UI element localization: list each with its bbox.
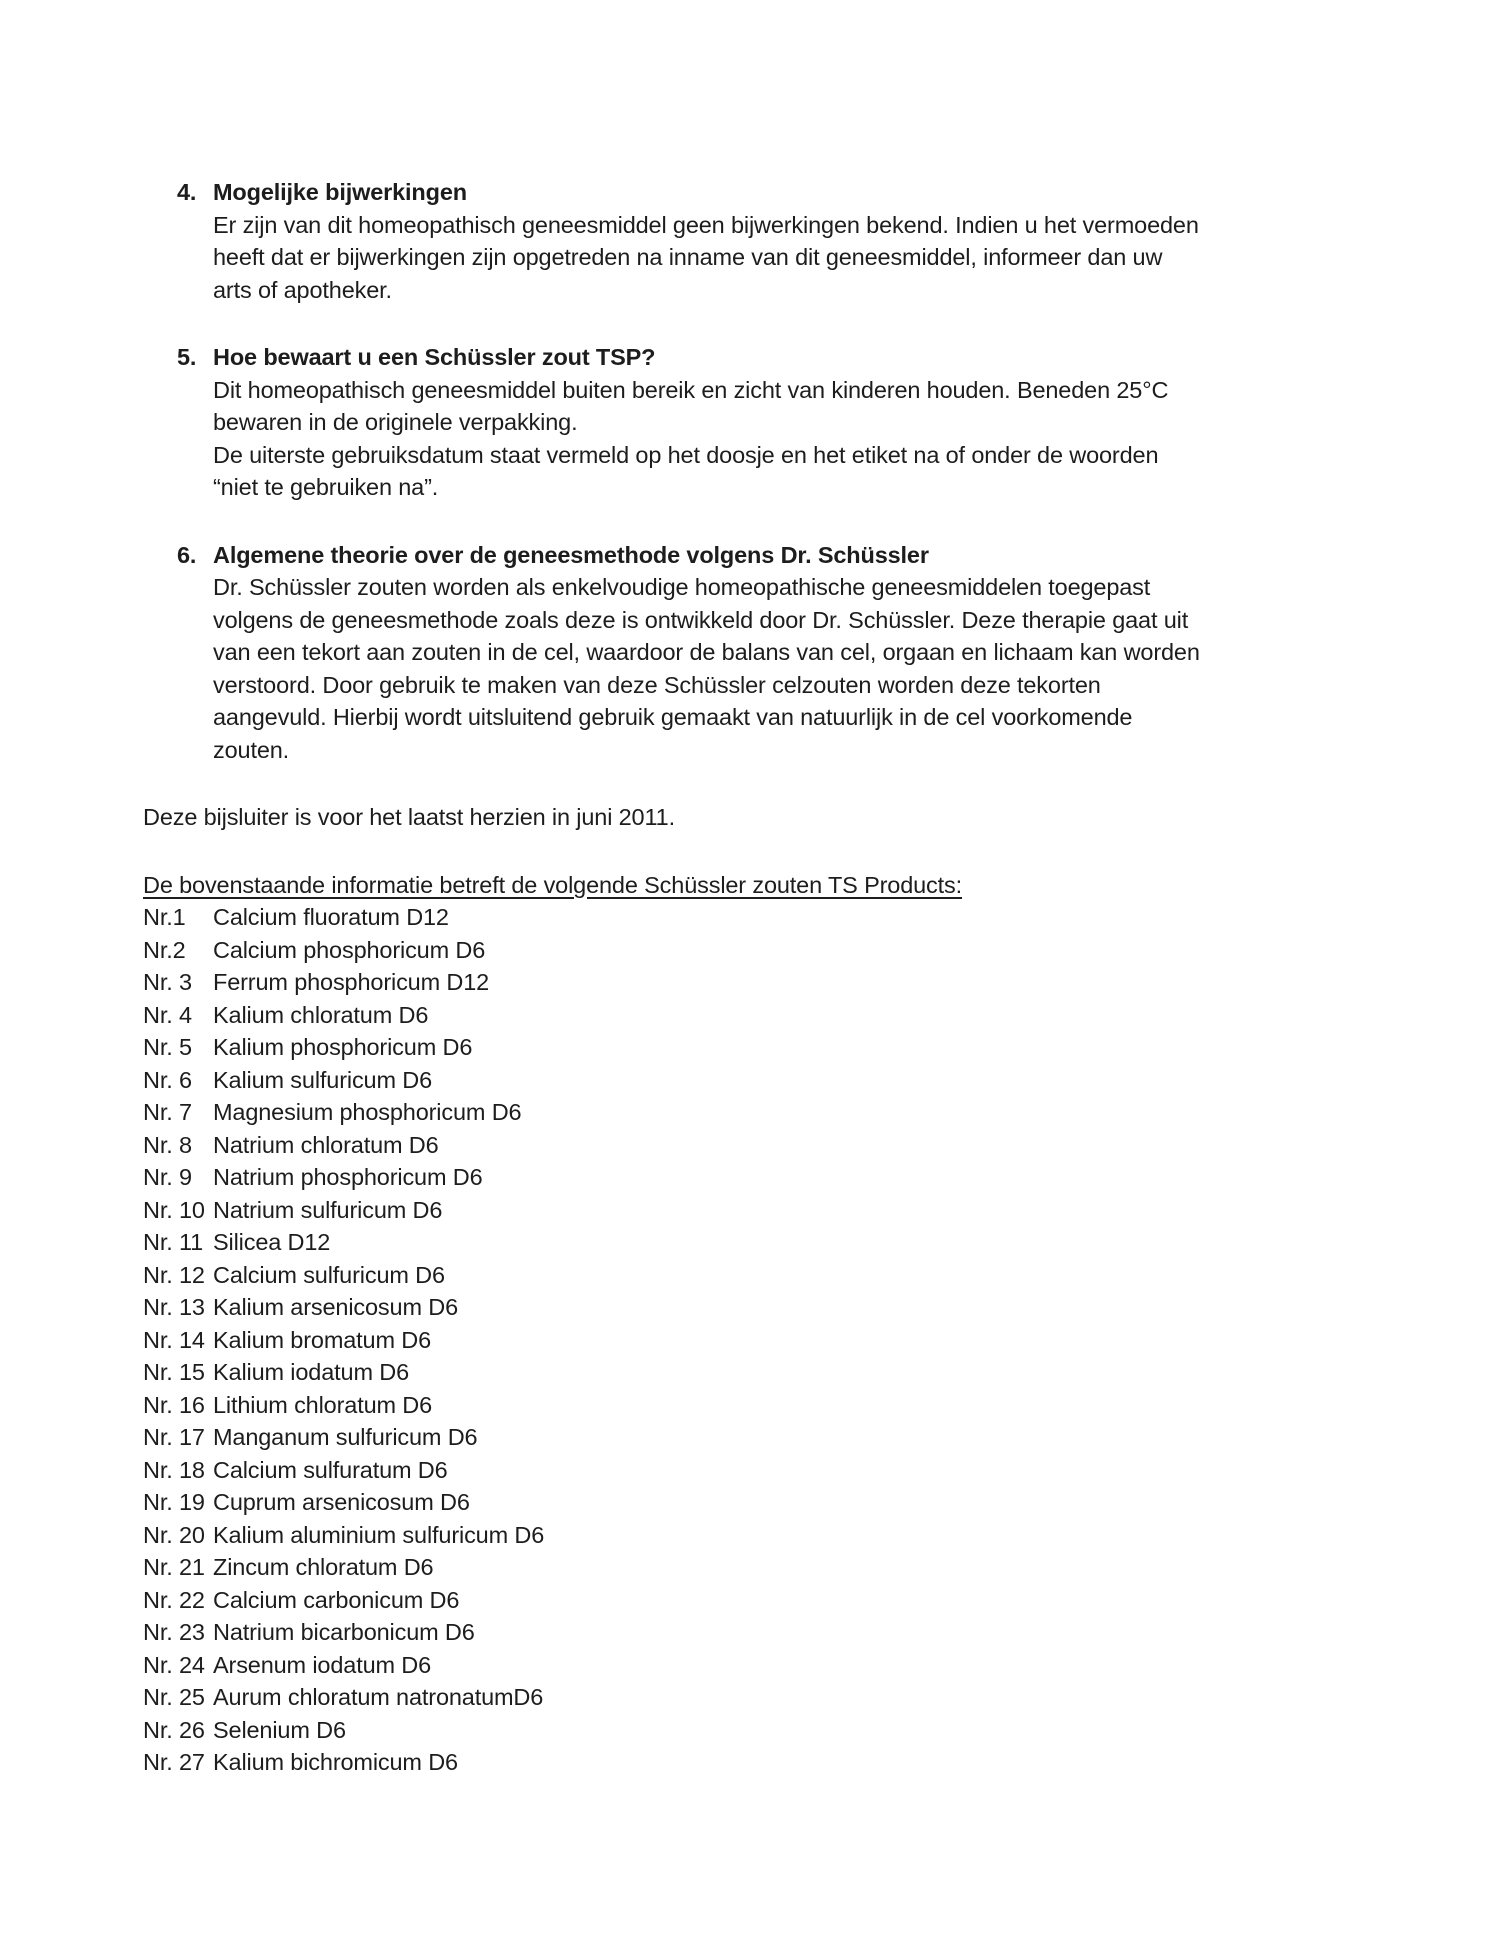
product-row [143, 1616, 1434, 1649]
product-number: Nr. 17 [143, 1424, 205, 1450]
body-line: De uiterste gebruiksdatum staat vermeld op het doosje en het etiket na of onder de woorden [213, 441, 1159, 468]
revision-note: Deze bijsluiter is voor het laatst herzien in juni 2011. [143, 804, 675, 830]
product-name: Aurum chloratum natronatumD6 [213, 1684, 544, 1710]
product-number: Nr.1 [143, 904, 186, 930]
body-line: volgens de geneesmethode zoals deze is ontwikkeld door Dr. Schüssler. Deze therapie gaat uit [213, 606, 1189, 633]
product-row [143, 1096, 1434, 1129]
product-row [143, 1324, 1434, 1357]
product-name: Kalium bichromicum D6 [213, 1749, 458, 1775]
product-row [143, 1746, 1434, 1779]
product-number: Nr. 16 [143, 1391, 205, 1418]
body-line: bewaren in de originele verpakking. [213, 409, 578, 435]
product-number: Nr. 26 [143, 1716, 205, 1743]
product-row [143, 1194, 1434, 1227]
product-name: Kalium aluminium sulfuricum D6 [213, 1521, 545, 1548]
product-row [143, 1551, 1434, 1584]
body-line: Dr. Schüssler zouten worden als enkelvoudige homeopathische geneesmiddelen toegepast [213, 574, 1151, 600]
product-name: Natrium chloratum D6 [213, 1131, 439, 1158]
section-number: 6. [177, 541, 197, 568]
section-title: Hoe bewaart u een Schüssler zout TSP? [213, 344, 656, 370]
product-name: Natrium sulfuricum D6 [213, 1196, 443, 1223]
product-name: Kalium iodatum D6 [213, 1359, 409, 1385]
section-title: Mogelijke bijwerkingen [213, 179, 467, 205]
product-row [143, 1389, 1434, 1422]
product-number: Nr. 15 [143, 1359, 205, 1385]
product-number: Nr. 13 [143, 1294, 205, 1320]
product-number: Nr. 25 [143, 1684, 205, 1710]
product-name: Arsenum iodatum D6 [213, 1651, 432, 1678]
body-line: zouten. [213, 736, 290, 763]
product-number: Nr. 3 [143, 969, 192, 995]
product-row [143, 1226, 1434, 1259]
products-list [143, 901, 1434, 1779]
section-mogelijke-bijwerkingen [143, 176, 1434, 306]
product-name: Kalium bromatum D6 [213, 1326, 432, 1353]
product-row [143, 1454, 1434, 1487]
product-row [143, 1486, 1434, 1519]
product-number: Nr. 6 [143, 1066, 192, 1093]
product-name: Ferrum phosphoricum D12 [213, 969, 490, 995]
product-row [143, 1584, 1434, 1617]
product-row [143, 901, 1434, 934]
body-line: Dit homeopathisch geneesmiddel buiten bereik en zicht van kinderen houden. Beneden 25°C [213, 376, 1169, 403]
product-name: Kalium arsenicosum D6 [213, 1294, 459, 1320]
product-number: Nr. 4 [143, 1001, 192, 1028]
body-line: arts of apotheker. [213, 276, 392, 303]
section-number: 4. [177, 179, 197, 205]
product-number: Nr. 10 [143, 1196, 205, 1223]
body-line: Er zijn van dit homeopathisch geneesmiddel geen bijwerkingen bekend. Indien u het vermoeden [213, 211, 1199, 238]
product-row [143, 1259, 1434, 1292]
product-number: Nr. 12 [143, 1261, 205, 1288]
body-line: aangevuld. Hierbij wordt uitsluitend gebruik gemaakt van natuurlijk in de cel voorkomende [213, 704, 1133, 730]
product-row [143, 1681, 1434, 1714]
product-row [143, 1356, 1434, 1389]
section-hoe-bewaart [143, 341, 1434, 504]
product-name: Lithium chloratum D6 [213, 1391, 433, 1418]
body-line: “niet te gebruiken na”. [213, 474, 439, 500]
product-row [143, 1291, 1434, 1324]
product-name: Natrium phosphoricum D6 [213, 1164, 483, 1190]
product-number: Nr. 5 [143, 1034, 192, 1060]
product-name: Silicea D12 [213, 1229, 331, 1255]
product-number: Nr. 21 [143, 1554, 205, 1580]
product-row [143, 966, 1434, 999]
product-number: Nr. 18 [143, 1456, 205, 1483]
product-name: Manganum sulfuricum D6 [213, 1424, 478, 1450]
product-number: Nr. 24 [143, 1651, 205, 1678]
product-number: Nr. 7 [143, 1099, 192, 1125]
product-name: Cuprum arsenicosum D6 [213, 1489, 470, 1515]
product-name: Calcium sulfuricum D6 [213, 1261, 445, 1288]
body-line: van een tekort aan zouten in de cel, waardoor de balans van cel, orgaan en lichaam kan worden [213, 639, 1200, 665]
body-line: verstoord. Door gebruik te maken van deze Schüssler celzouten worden deze tekorten [213, 671, 1101, 698]
product-name: Kalium sulfuricum D6 [213, 1066, 433, 1093]
product-row [143, 1714, 1434, 1747]
product-name: Zincum chloratum D6 [213, 1554, 434, 1580]
product-row [143, 1161, 1434, 1194]
product-name: Kalium chloratum D6 [213, 1001, 429, 1028]
product-number: Nr. 11 [143, 1229, 204, 1255]
product-row [143, 934, 1434, 967]
product-row [143, 1064, 1434, 1097]
product-number: Nr. 20 [143, 1521, 205, 1548]
product-row [143, 1129, 1434, 1162]
product-number: Nr. 8 [143, 1131, 192, 1158]
product-row [143, 1031, 1434, 1064]
product-name: Magnesium phosphoricum D6 [213, 1099, 522, 1125]
product-name: Calcium carbonicum D6 [213, 1586, 460, 1613]
body-line: heeft dat er bijwerkingen zijn opgetreden na inname van dit geneesmiddel, informeer dan uw [213, 244, 1163, 270]
product-row [143, 1649, 1434, 1682]
product-name: Calcium phosphoricum D6 [213, 936, 486, 963]
product-name: Calcium fluoratum D12 [213, 904, 449, 930]
products-heading: De bovenstaande informatie betreft de volgende Schüssler zouten TS Products: [143, 871, 962, 898]
product-name: Natrium bicarbonicum D6 [213, 1619, 475, 1645]
product-number: Nr. 9 [143, 1164, 192, 1190]
product-name: Selenium D6 [213, 1716, 346, 1743]
product-number: Nr.2 [143, 936, 186, 963]
section-algemene-theorie [143, 539, 1434, 767]
product-row [143, 999, 1434, 1032]
product-row [143, 1421, 1434, 1454]
section-title: Algemene theorie over de geneesmethode volgens Dr. Schüssler [213, 541, 929, 568]
product-name: Kalium phosphoricum D6 [213, 1034, 473, 1060]
product-number: Nr. 19 [143, 1489, 205, 1515]
section-number: 5. [177, 344, 197, 370]
product-number: Nr. 23 [143, 1619, 205, 1645]
product-number: Nr. 22 [143, 1586, 205, 1613]
product-name: Calcium sulfuratum D6 [213, 1456, 448, 1483]
product-number: Nr. 14 [143, 1326, 205, 1353]
product-number: Nr. 27 [143, 1749, 205, 1775]
product-row [143, 1519, 1434, 1552]
